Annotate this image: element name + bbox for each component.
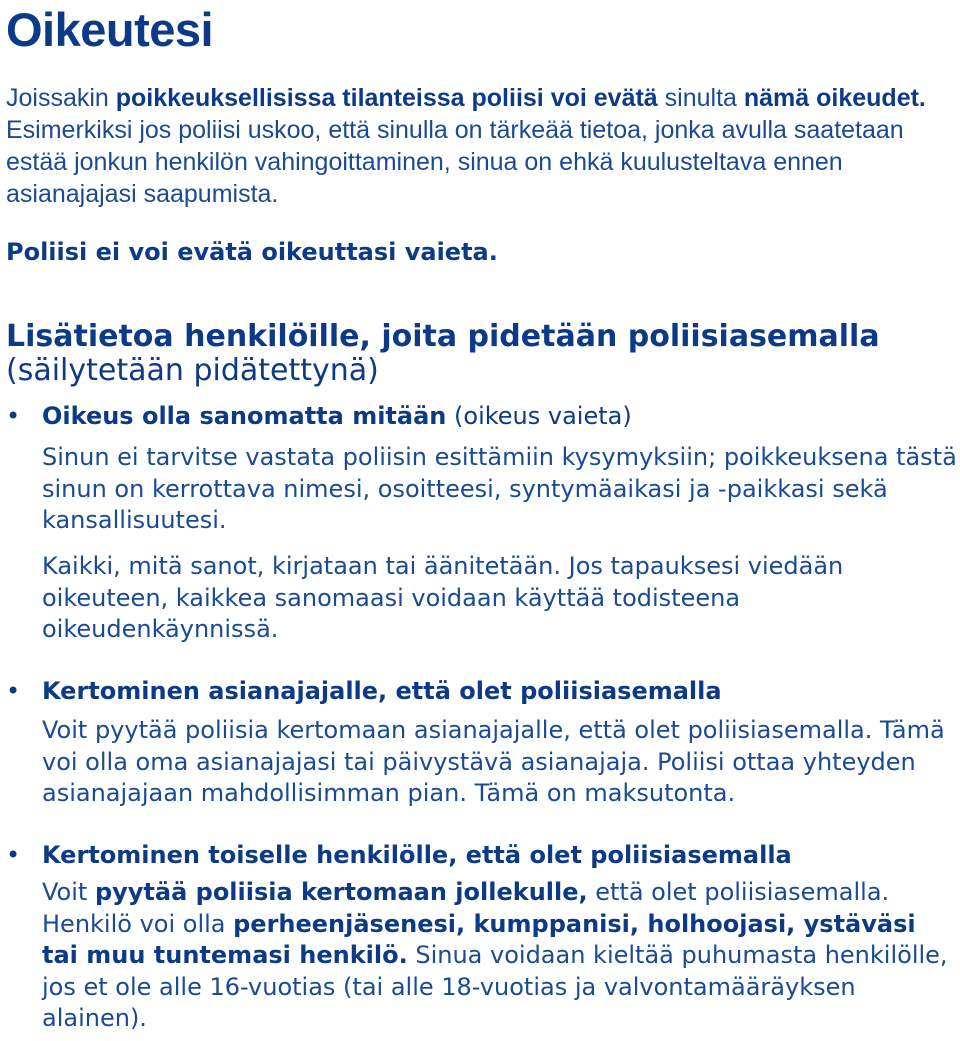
intro-bold-1: poikkeuksellisissa tilanteissa poliisi voi evätä — [115, 84, 658, 112]
bullet-icon: • — [6, 677, 21, 705]
section-heading-normal: (säilytetään pidätettynä) — [6, 353, 379, 388]
bullet-title: Kertominen toiselle henkilölle, että olet poliisiasemalla — [42, 841, 792, 869]
para-text: Voit — [42, 878, 95, 906]
bullet-title-bold: Oikeus olla sanomatta mitään — [42, 402, 447, 430]
intro-bold-2: nämä oikeudet. — [743, 84, 926, 112]
para-bold: pyytää poliisia kertomaan jollekulle, — [94, 878, 588, 906]
page-title: Oikeutesi — [6, 3, 214, 56]
bullet-paragraph — [42, 877, 957, 1035]
para-bold: perheenjäsenesi, kumppanisi, holhoojasi, ystäväsi tai muu tuntemasi henkilö. — [42, 909, 916, 969]
intro-text-2: sinulta — [657, 84, 744, 112]
bullet-title-normal: (oikeus vaieta) — [446, 402, 632, 430]
bullet-icon: • — [6, 841, 21, 869]
intro-text-1: Joissakin — [6, 84, 116, 112]
notice-text: Poliisi ei voi evätä oikeuttasi vaieta. — [6, 238, 498, 266]
bullet-title: Kertominen asianajajalle, että olet poliisiasemalla — [42, 677, 722, 705]
section-heading — [6, 320, 946, 388]
para-text: Sinua voidaan kieltää puhumasta henkilölle, jos et ole alle 16-vuotias (tai alle 18-vuotias ja valvontamääräyksen alainen). — [42, 941, 948, 1032]
bullet-icon: • — [6, 402, 21, 430]
bullet-title — [42, 400, 632, 432]
bullet-paragraph: Sinun ei tarvitse vastata poliisin esittämiin kysymyksiin; poikkeuksena tästä sinun on kerrottava nimesi, osoitteesi, syntymäaikasi ja -paikkasi sekä kansallisuutesi. — [42, 443, 957, 534]
section-heading-bold: Lisätietoa henkilöille, joita pidetään poliisiasemalla — [6, 319, 880, 354]
intro-text-3: Esimerkiksi jos poliisi uskoo, että sinulla on tärkeää tietoa, jonka avulla saatetaan estää jonkun henkilön vahingoittaminen, sinua on ehkä kuulusteltava ennen asianajajasi saapumista. — [6, 116, 904, 208]
bullet-paragraph: Voit pyytää poliisia kertomaan asianajajalle, että olet poliisiasemalla. Tämä voi olla oma asianajajasi tai päivystävä asianajaja. Poliisi ottaa yhteyden asianajajaan mahdollisimman pian. Tämä on maksutonta. — [42, 716, 945, 807]
intro-paragraph — [6, 82, 951, 210]
bullet-paragraph: Kaikki, mitä sanot, kirjataan tai äänitetään. Jos tapauksesi viedään oikeuteen, kaikkea sanomaasi voidaan käyttää todisteena oikeudenkäynnissä. — [42, 552, 844, 643]
para-text: että olet poliisiasemalla. Henkilö voi olla — [42, 878, 890, 938]
